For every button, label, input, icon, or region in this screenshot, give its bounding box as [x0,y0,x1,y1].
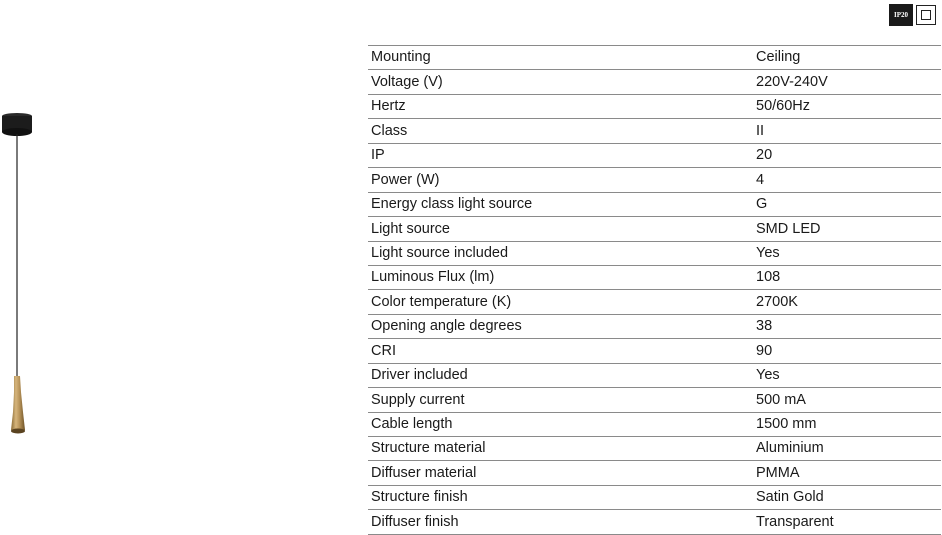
spec-row [368,314,941,338]
spec-value: Ceiling [754,46,941,70]
spec-label: Light source included [368,241,754,265]
spec-label: Class [368,119,754,143]
spec-row [368,70,941,94]
spec-value: SMD LED [754,217,941,241]
spec-label: Structure finish [368,485,754,509]
spec-value: 108 [754,265,941,289]
spec-value: Transparent [754,510,941,534]
spec-row [368,388,941,412]
spec-label: Structure material [368,437,754,461]
spec-row [368,119,941,143]
ip20-badge-icon: IP20 [889,4,913,26]
spec-label: Light source [368,217,754,241]
spec-value: 38 [754,314,941,338]
spec-row [368,94,941,118]
spec-value: 2700K [754,290,941,314]
spec-row [368,339,941,363]
pendant-lamp-icon [0,0,60,535]
spec-row [368,168,941,192]
spec-row [368,290,941,314]
spec-table [368,45,941,535]
spec-value: G [754,192,941,216]
spec-value: 50/60Hz [754,94,941,118]
spec-row [368,143,941,167]
spec-row [368,437,941,461]
spec-value: 220V-240V [754,70,941,94]
spec-value: 500 mA [754,388,941,412]
spec-value: 1500 mm [754,412,941,436]
spec-label: Opening angle degrees [368,314,754,338]
spec-label: Energy class light source [368,192,754,216]
spec-label: CRI [368,339,754,363]
spec-row [368,217,941,241]
spec-row [368,461,941,485]
spec-label: Diffuser finish [368,510,754,534]
certification-badges [889,4,936,26]
spec-row [368,265,941,289]
spec-row [368,192,941,216]
spec-value: 20 [754,143,941,167]
spec-label: Color temperature (K) [368,290,754,314]
class-ii-double-square-icon [916,5,936,25]
spec-label: Supply current [368,388,754,412]
spec-row [368,510,941,534]
spec-label: Mounting [368,46,754,70]
spec-row [368,412,941,436]
spec-label: Hertz [368,94,754,118]
spec-label: Driver included [368,363,754,387]
spec-value: Yes [754,363,941,387]
spec-value: II [754,119,941,143]
spec-value: 90 [754,339,941,363]
spec-label: Voltage (V) [368,70,754,94]
spec-label: Cable length [368,412,754,436]
spec-value: Satin Gold [754,485,941,509]
spec-value: Yes [754,241,941,265]
spec-row [368,46,941,70]
spec-row [368,485,941,509]
spec-value: Aluminium [754,437,941,461]
spec-row [368,241,941,265]
spec-value: 4 [754,168,941,192]
spec-row [368,363,941,387]
spec-value: PMMA [754,461,941,485]
spec-label: Diffuser material [368,461,754,485]
spec-label: Luminous Flux (lm) [368,265,754,289]
spec-label: IP [368,143,754,167]
spec-label: Power (W) [368,168,754,192]
